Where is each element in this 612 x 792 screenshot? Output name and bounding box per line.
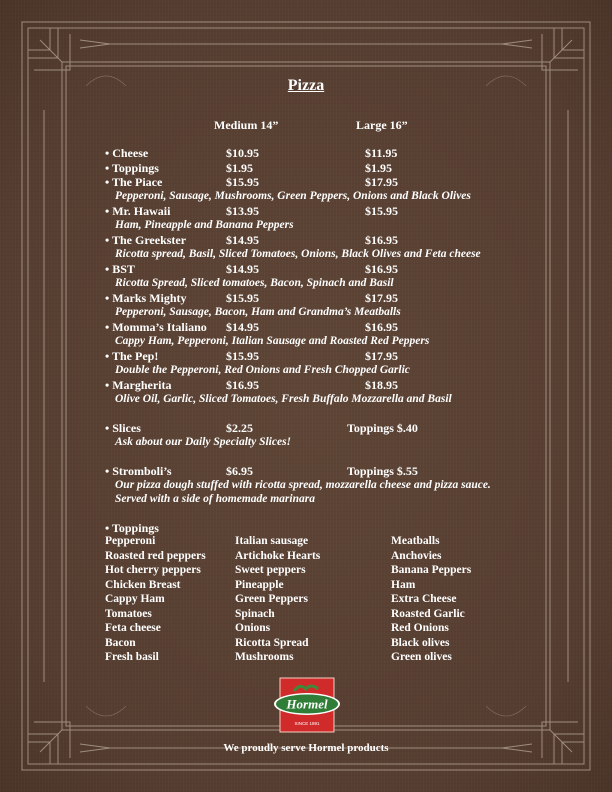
topping-item: Fresh basil: [105, 651, 159, 663]
item-medium-price: $14.95: [226, 262, 259, 276]
item-large-price: $16.95: [365, 262, 398, 276]
page-title: Pizza: [287, 77, 325, 94]
item-large-price: $17.95: [365, 175, 398, 189]
item-medium-price: $15.95: [226, 291, 259, 305]
stromboli-price: $6.95: [226, 464, 253, 478]
topping-item: Sweet peppers: [235, 564, 306, 576]
item-name: • The Greekster: [105, 233, 187, 247]
item-name: • The Piace: [105, 175, 163, 189]
topping-item: Artichoke Hearts: [235, 550, 321, 562]
item-name: • The Pep!: [105, 349, 159, 363]
topping-item: Bacon: [105, 637, 136, 649]
item-medium-price: $15.95: [226, 175, 259, 189]
item-large-price: $15.95: [365, 204, 398, 218]
topping-item: Cappy Ham: [105, 593, 165, 605]
topping-item: Ricotta Spread: [235, 637, 309, 649]
topping-item: Mushrooms: [235, 651, 294, 663]
item-description: Pepperoni, Sausage, Bacon, Ham and Grandma’s Meatballs: [115, 306, 401, 318]
item-large-price: $16.95: [365, 233, 398, 247]
item-description: Ricotta spread, Basil, Sliced Tomatoes, Onions, Black Olives and Feta cheese: [115, 248, 481, 260]
topping-item: Feta cheese: [105, 622, 161, 634]
header-medium: Medium 14”: [214, 118, 279, 132]
item-medium-price: $14.95: [226, 233, 259, 247]
slices-toppings-price: Toppings $.40: [347, 421, 418, 435]
topping-item: Italian sausage: [235, 535, 309, 547]
item-description: Olive Oil, Garlic, Sliced Tomatoes, Fresh Buffalo Mozzarella and Basil: [115, 393, 452, 405]
stromboli-toppings-price: Toppings $.55: [347, 464, 418, 478]
item-medium-price: $15.95: [226, 349, 259, 363]
item-large-price: $17.95: [365, 349, 398, 363]
slices-description: Ask about our Daily Specialty Slices!: [115, 436, 292, 448]
item-description: Cappy Ham, Pepperoni, Italian Sausage and Roasted Red Peppers: [115, 335, 430, 347]
item-description: Pepperoni, Sausage, Mushrooms, Green Peppers, Onions and Black Olives: [115, 190, 471, 202]
topping-item: Anchovies: [391, 550, 442, 562]
item-name: • Momma’s Italiano: [105, 320, 207, 334]
stromboli-description-line1: Our pizza dough stuffed with ricotta spread, mozzarella cheese and pizza sauce.: [115, 479, 491, 491]
topping-item: Chicken Breast: [105, 579, 181, 591]
topping-item: Banana Peppers: [391, 564, 472, 576]
item-large-price: $1.95: [365, 161, 392, 175]
topping-item: Pepperoni: [105, 535, 156, 547]
topping-item: Meatballs: [391, 535, 440, 547]
stromboli-name: • Stromboli’s: [105, 464, 172, 478]
item-medium-price: $10.95: [226, 146, 259, 160]
topping-item: Black olives: [391, 637, 450, 649]
item-name: • Marks Mighty: [105, 291, 187, 305]
topping-item: Green olives: [391, 651, 452, 663]
topping-item: Extra Cheese: [391, 593, 457, 605]
topping-item: Hot cherry peppers: [105, 564, 201, 576]
item-name: • Cheese: [105, 146, 149, 160]
item-medium-price: $14.95: [226, 320, 259, 334]
footer-note: We proudly serve Hormel products: [223, 742, 389, 754]
item-name: • Toppings: [105, 161, 159, 175]
stromboli-description-line2: Served with a side of homemade marinara: [115, 493, 315, 505]
hormel-logo-text: Hormel: [286, 696, 328, 712]
topping-item: Roasted red peppers: [105, 550, 206, 562]
hormel-logo: [272, 677, 342, 735]
header-large: Large 16”: [356, 118, 408, 132]
topping-item: Onions: [235, 622, 271, 634]
item-description: Ricotta Spread, Sliced tomatoes, Bacon, Spinach and Basil: [115, 277, 394, 289]
slices-price: $2.25: [226, 421, 253, 435]
item-medium-price: $16.95: [226, 378, 259, 392]
topping-item: Ham: [391, 579, 416, 591]
topping-item: Roasted Garlic: [391, 608, 465, 620]
item-medium-price: $13.95: [226, 204, 259, 218]
slices-name: • Slices: [105, 421, 141, 435]
item-large-price: $16.95: [365, 320, 398, 334]
item-description: Ham, Pineapple and Banana Peppers: [115, 219, 294, 231]
item-large-price: $17.95: [365, 291, 398, 305]
topping-item: Spinach: [235, 608, 275, 620]
item-name: • Mr. Hawaii: [105, 204, 171, 218]
topping-item: Green Peppers: [235, 593, 308, 605]
item-medium-price: $1.95: [226, 161, 253, 175]
toppings-title: • Toppings: [105, 521, 159, 535]
hormel-logo-tagline: SINCE 1891: [294, 721, 320, 726]
item-large-price: $11.95: [365, 146, 398, 160]
item-large-price: $18.95: [365, 378, 398, 392]
topping-item: Red Onions: [391, 622, 449, 634]
item-description: Double the Pepperoni, Red Onions and Fresh Chopped Garlic: [115, 364, 410, 376]
topping-item: Tomatoes: [105, 608, 152, 620]
item-name: • BST: [105, 262, 135, 276]
item-name: • Margherita: [105, 378, 172, 392]
topping-item: Pineapple: [235, 579, 284, 591]
